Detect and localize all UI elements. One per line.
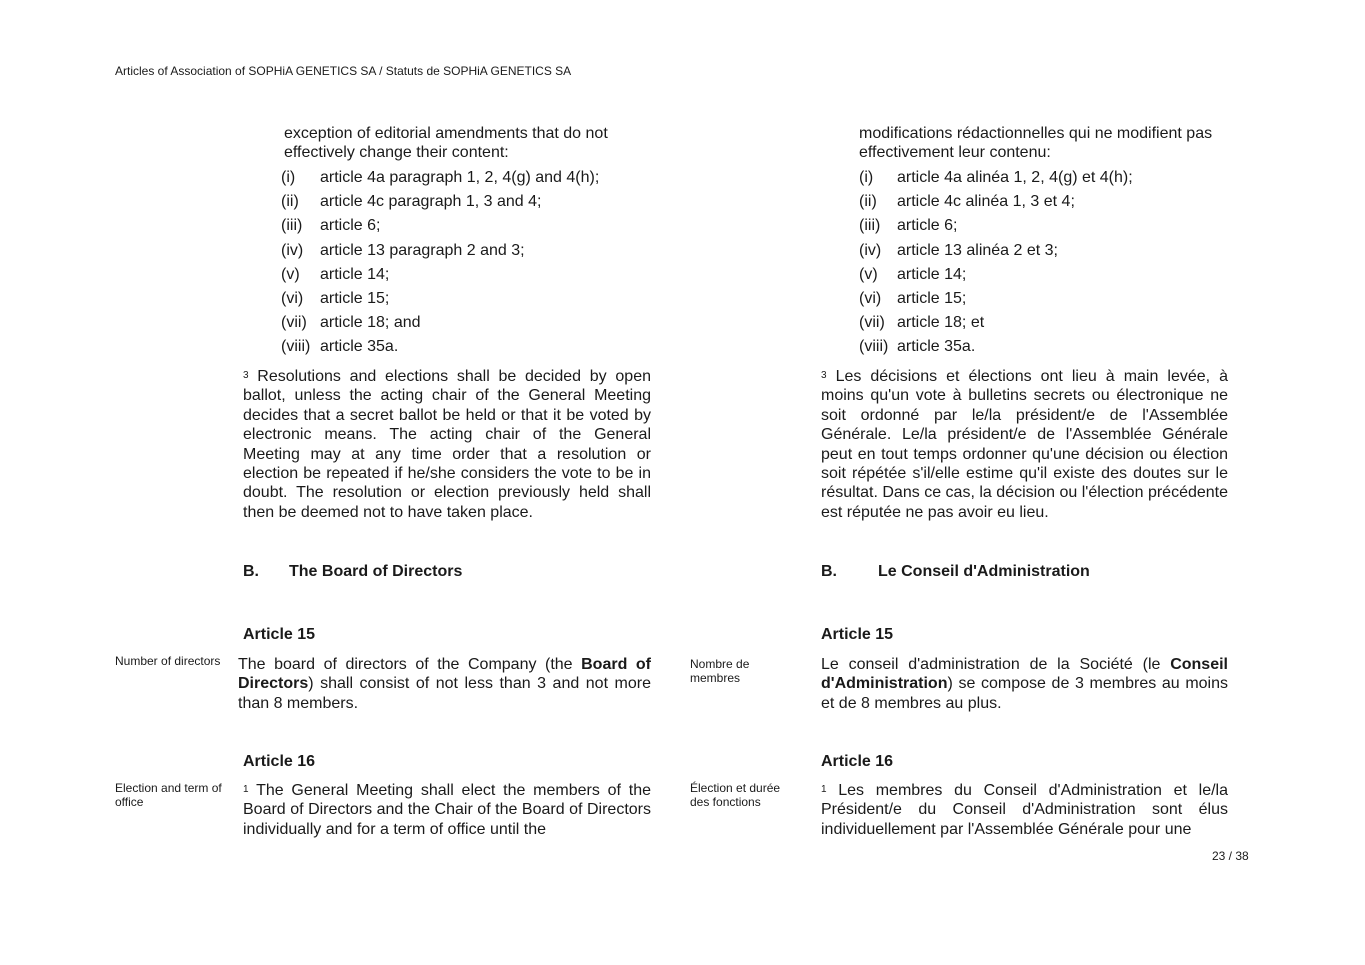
- list-item-number: (iv): [859, 241, 882, 259]
- en-paragraph-3: [243, 367, 651, 522]
- list-item-text: article 18; and: [320, 314, 421, 332]
- list-item: [281, 241, 641, 265]
- list-item-number: (ii): [859, 193, 877, 211]
- list-item-number: (vii): [859, 314, 885, 332]
- list-item-text: article 4c alinéa 1, 3 et 4;: [897, 193, 1075, 211]
- list-item-text: article 4a alinéa 1, 2, 4(g) et 4(h);: [897, 169, 1133, 186]
- paragraph-number: 1: [243, 784, 249, 795]
- article-text-part: Le conseil d'administration de la Société (le: [821, 656, 1171, 673]
- list-item: [281, 216, 641, 240]
- defined-term: Conseil d'Administration: [821, 656, 1228, 693]
- list-item-text: article 6;: [320, 217, 381, 235]
- list-item-text: article 4c paragraph 1, 3 and 4;: [320, 193, 542, 211]
- en-article-15-margin-note: Number of directors: [115, 654, 221, 668]
- en-article-15-text: [238, 655, 651, 713]
- list-item: [281, 289, 641, 313]
- list-item-number: (i): [859, 169, 874, 186]
- list-item: [859, 192, 1229, 216]
- article-text-part: The board of directors of the Company (the: [238, 656, 582, 673]
- paragraph-text: Resolutions and elections shall be decided by open ballot, unless the acting chair of the General Meeting decides that a secret ballot be held or that it be voted by electronic means. The acting chair of the General Meeting may at any time order that a resolution or election be repeated if he/she considers the vote to be in doubt. The resolution or election previously held shall then be deemed not to have taken place.: [243, 368, 651, 521]
- list-item-text: article 14;: [320, 265, 390, 283]
- list-item-number: (ii): [281, 193, 299, 211]
- list-item-text: article 13 paragraph 2 and 3;: [320, 241, 525, 259]
- en-article-15-title: Article 15: [243, 626, 316, 643]
- list-item-number: (vi): [859, 289, 882, 307]
- fr-article-16-text: [821, 781, 1228, 839]
- list-item-number: (viii): [859, 338, 889, 356]
- en-amendment-list: [281, 168, 641, 362]
- list-item: [281, 168, 641, 192]
- list-item-number: (vi): [281, 289, 304, 307]
- list-item: [281, 192, 641, 216]
- fr-article-15-text: [821, 655, 1228, 713]
- list-item-text: article 4a paragraph 1, 2, 4(g) and 4(h);: [320, 169, 600, 186]
- paragraph-text: Les membres du Conseil d'Administration et le/la Président/e du Conseil d'Administration sont élus individuellement par l'Assemblée Générale pour une: [821, 782, 1228, 838]
- list-item-number: (viii): [281, 338, 311, 356]
- list-item: [281, 313, 641, 337]
- list-item-text: article 15;: [320, 289, 390, 307]
- list-item: [859, 216, 1229, 240]
- list-item: [859, 313, 1229, 337]
- list-item-number: (i): [281, 169, 296, 186]
- fr-intro: modifications rédactionnelles qui ne modifient pas effectivement leur contenu:: [859, 125, 1213, 162]
- en-article-16-title: Article 16: [243, 753, 316, 770]
- list-item: [281, 337, 641, 361]
- en-intro: exception of editorial amendments that do not effectively change their content:: [284, 125, 608, 162]
- list-item-text: article 13 alinéa 2 et 3;: [897, 241, 1058, 259]
- defined-term: Board of Directors: [238, 656, 651, 693]
- en-article-16-text: [243, 781, 651, 839]
- article-text-part: ) se compose de 3 membres au moins et de 8 membres au plus.: [821, 675, 1228, 712]
- list-item-text: article 15;: [897, 289, 967, 307]
- list-item: [859, 265, 1229, 289]
- fr-section-title: Le Conseil d'Administration: [878, 563, 1090, 580]
- en-article-16-margin-note: Election and term of office: [115, 781, 222, 809]
- en-section-title: The Board of Directors: [289, 563, 463, 580]
- list-item-number: (iv): [281, 241, 304, 259]
- paragraph-number: 1: [821, 784, 827, 795]
- paragraph-number: 3: [821, 370, 827, 381]
- document-header: Articles of Association of SOPHiA GENETICS SA / Statuts de SOPHiA GENETICS SA: [115, 64, 572, 78]
- list-item-text: article 14;: [897, 265, 967, 283]
- en-section-letter: B.: [243, 563, 259, 580]
- list-item: [859, 337, 1229, 361]
- list-item-number: (iii): [281, 217, 303, 235]
- paragraph-text: Les décisions et élections ont lieu à main levée, à moins qu'un vote à bulletins secrets ou électronique ne soit ordonné par le/la président/e de l'Assemblée Générale. Le/la président/e de l'Assemblée Générale peut en tout temps ordonner qu'une décision ou élection soit répétée s'il/elle estime qu'il existe des doutes sur le résultat. Dans ce cas, la décision ou l'élection précédente est réputée ne pas avoir eu lieu.: [821, 368, 1228, 521]
- list-item-text: article 35a.: [320, 338, 399, 356]
- list-item-number: (v): [281, 265, 300, 283]
- list-item: [859, 168, 1229, 192]
- fr-article-16-margin-note: Élection et durée des fonctions: [690, 781, 781, 809]
- list-item-text: article 18; et: [897, 314, 985, 332]
- list-item: [281, 265, 641, 289]
- fr-article-15-title: Article 15: [821, 626, 894, 643]
- fr-article-15-margin-note: Nombre de membres: [690, 657, 750, 685]
- fr-amendment-list: [859, 168, 1229, 362]
- list-item: [859, 289, 1229, 313]
- list-item-number: (v): [859, 265, 878, 283]
- paragraph-number: 3: [243, 370, 249, 381]
- page-number: 23 / 38: [1212, 849, 1249, 863]
- article-text-part: ) shall consist of not less than 3 and not more than 8 members.: [238, 675, 651, 712]
- list-item-number: (iii): [859, 217, 881, 235]
- fr-section-letter: B.: [821, 563, 837, 580]
- list-item-text: article 35a.: [897, 338, 976, 356]
- list-item-number: (vii): [281, 314, 307, 332]
- list-item: [859, 241, 1229, 265]
- list-item-text: article 6;: [897, 217, 958, 235]
- fr-article-16-title: Article 16: [821, 753, 894, 770]
- paragraph-text: The General Meeting shall elect the members of the Board of Directors and the Chair of the Board of Directors individually and for a term of office until the: [243, 782, 651, 838]
- fr-paragraph-3: [821, 367, 1228, 522]
